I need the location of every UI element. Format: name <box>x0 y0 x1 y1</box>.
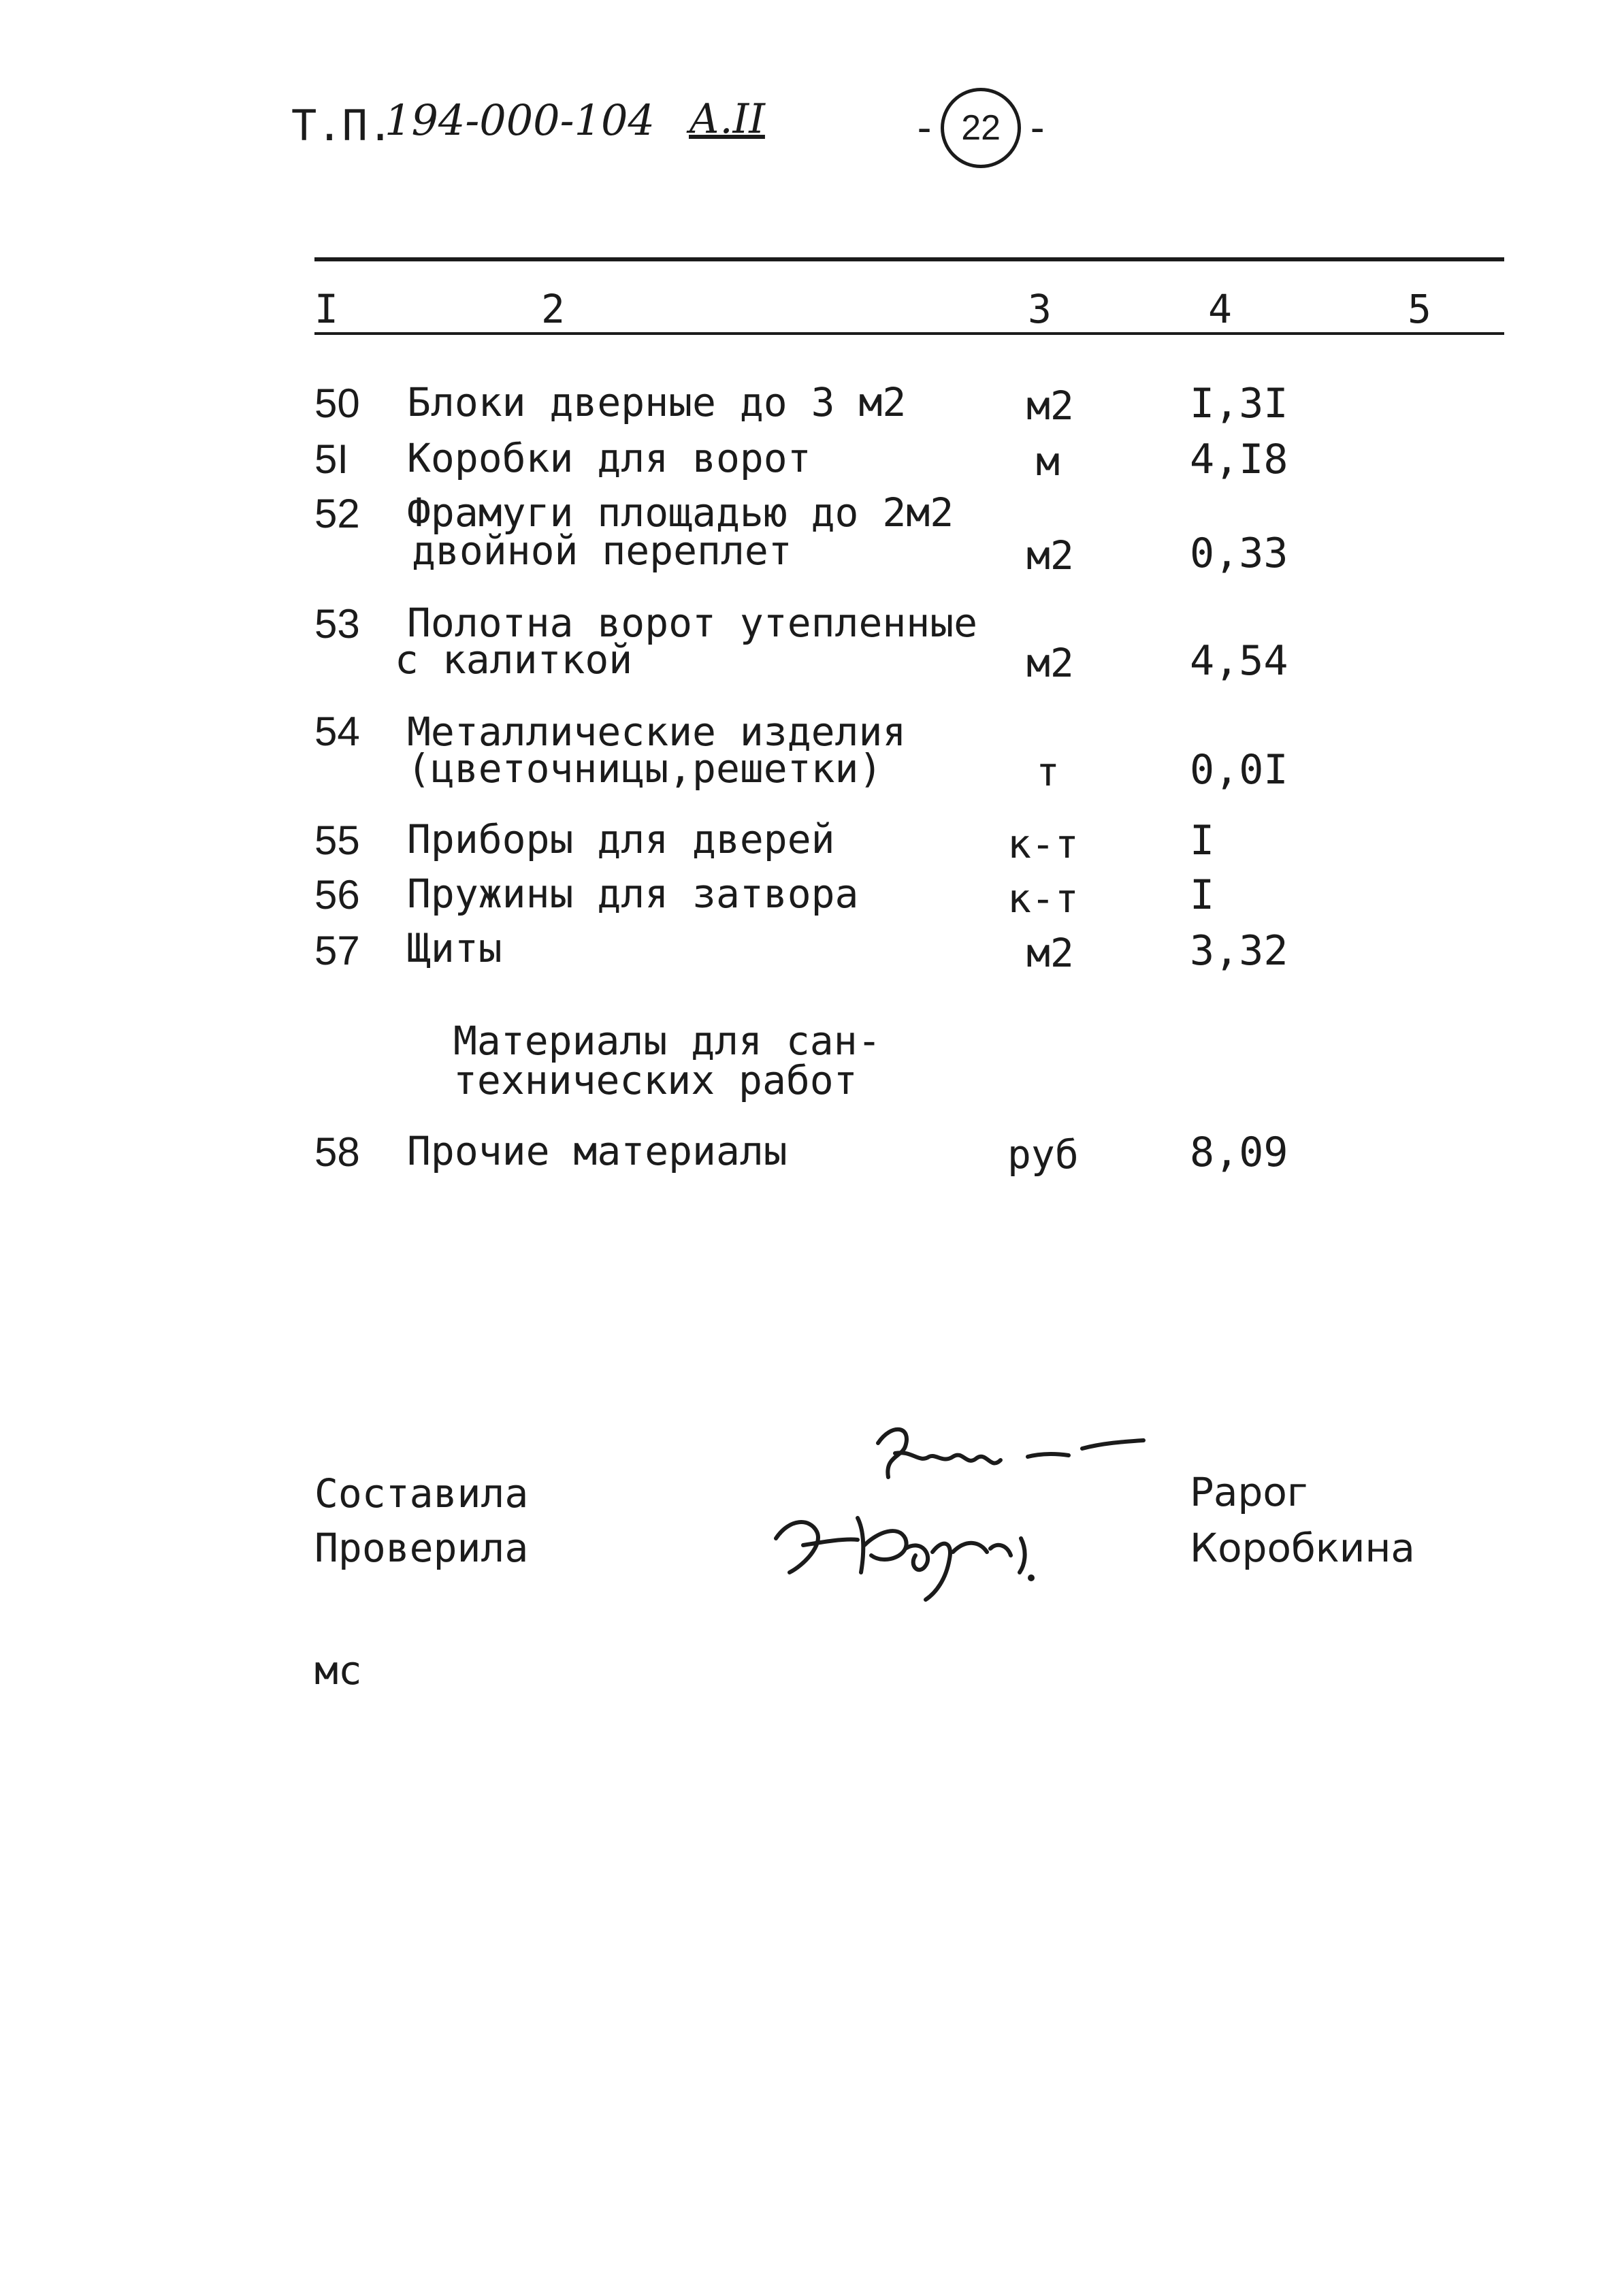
column-header-5: 5 <box>1408 286 1431 332</box>
row-number: 53 <box>314 601 360 647</box>
compiled-by-label: Составила <box>314 1470 529 1517</box>
row-unit: м2 <box>1026 930 1074 976</box>
page-number-block <box>912 87 1050 169</box>
table-top-rule <box>314 257 1504 261</box>
row-name: Приборы для дверей <box>407 816 835 862</box>
row-quantity: I <box>1190 871 1215 919</box>
row-name: Блоки дверные до 3 м2 <box>407 379 907 425</box>
column-header-1: I <box>314 286 338 332</box>
checked-by-name: Коробкина <box>1190 1525 1415 1571</box>
row-unit: м <box>1036 438 1060 485</box>
row-unit: к-т <box>1007 875 1079 922</box>
row-name-line-1: Металлические изделия <box>407 709 907 755</box>
row-number: 52 <box>314 491 360 536</box>
row-name: Пружины для затвора <box>407 871 859 917</box>
row-number: 54 <box>314 709 360 754</box>
row-unit: м2 <box>1026 532 1074 579</box>
row-unit: т <box>1036 749 1060 795</box>
row-unit: м2 <box>1026 640 1074 686</box>
compiled-by-name: Рарог <box>1190 1469 1308 1515</box>
row-name-line-2: (цветочницы,решетки) <box>407 745 883 792</box>
section-heading-line-2: технических работ <box>453 1057 858 1103</box>
doc-album: А.II <box>689 95 765 143</box>
row-quantity: 3,32 <box>1190 927 1288 975</box>
row-number: 5I <box>314 436 349 482</box>
row-unit: м2 <box>1026 383 1074 429</box>
dash-left: - <box>912 104 937 152</box>
row-unit: руб <box>1007 1131 1079 1178</box>
row-quantity: 8,09 <box>1190 1129 1288 1176</box>
section-heading <box>453 1018 881 1103</box>
row-name: Прочие материалы <box>407 1128 788 1174</box>
row-number: 50 <box>314 381 360 426</box>
table-header-rule <box>314 332 1504 335</box>
doc-prefix: Т.П. <box>291 101 393 150</box>
row-name: Коробки для ворот <box>407 435 811 481</box>
row-unit: к-т <box>1007 821 1079 867</box>
section-heading-line-1: Материалы для сан- <box>453 1018 881 1064</box>
row-quantity: 4,I8 <box>1190 436 1288 483</box>
row-name-line-2: с калиткой <box>395 636 633 683</box>
page-number: 22 <box>941 88 1021 168</box>
column-header-4: 4 <box>1208 286 1232 332</box>
row-number: 57 <box>314 928 360 973</box>
checked-by-label: Проверила <box>314 1525 529 1571</box>
typist-mark: мс <box>314 1647 362 1694</box>
dash-right: - <box>1025 104 1050 152</box>
row-number: 58 <box>314 1129 360 1175</box>
column-header-3: 3 <box>1028 286 1052 332</box>
column-header-2: 2 <box>541 286 565 332</box>
doc-code: 194-000-104 <box>385 95 655 145</box>
row-quantity: 0,0I <box>1190 746 1288 794</box>
row-quantity: 0,33 <box>1190 530 1288 577</box>
row-quantity: I <box>1190 817 1215 864</box>
row-number: 56 <box>314 872 360 918</box>
row-quantity: 4,54 <box>1190 637 1288 685</box>
row-number: 55 <box>314 818 360 863</box>
row-quantity: I,3I <box>1190 380 1288 427</box>
row-name-line-2: двойной переплет <box>412 528 792 574</box>
row-name-line-1: Полотна ворот утепленные <box>407 600 978 646</box>
row-name: Щиты <box>407 925 502 971</box>
row-name-line-1: Фрамуги площадью до 2м2 <box>407 489 954 536</box>
checked-signature <box>762 1491 1075 1606</box>
